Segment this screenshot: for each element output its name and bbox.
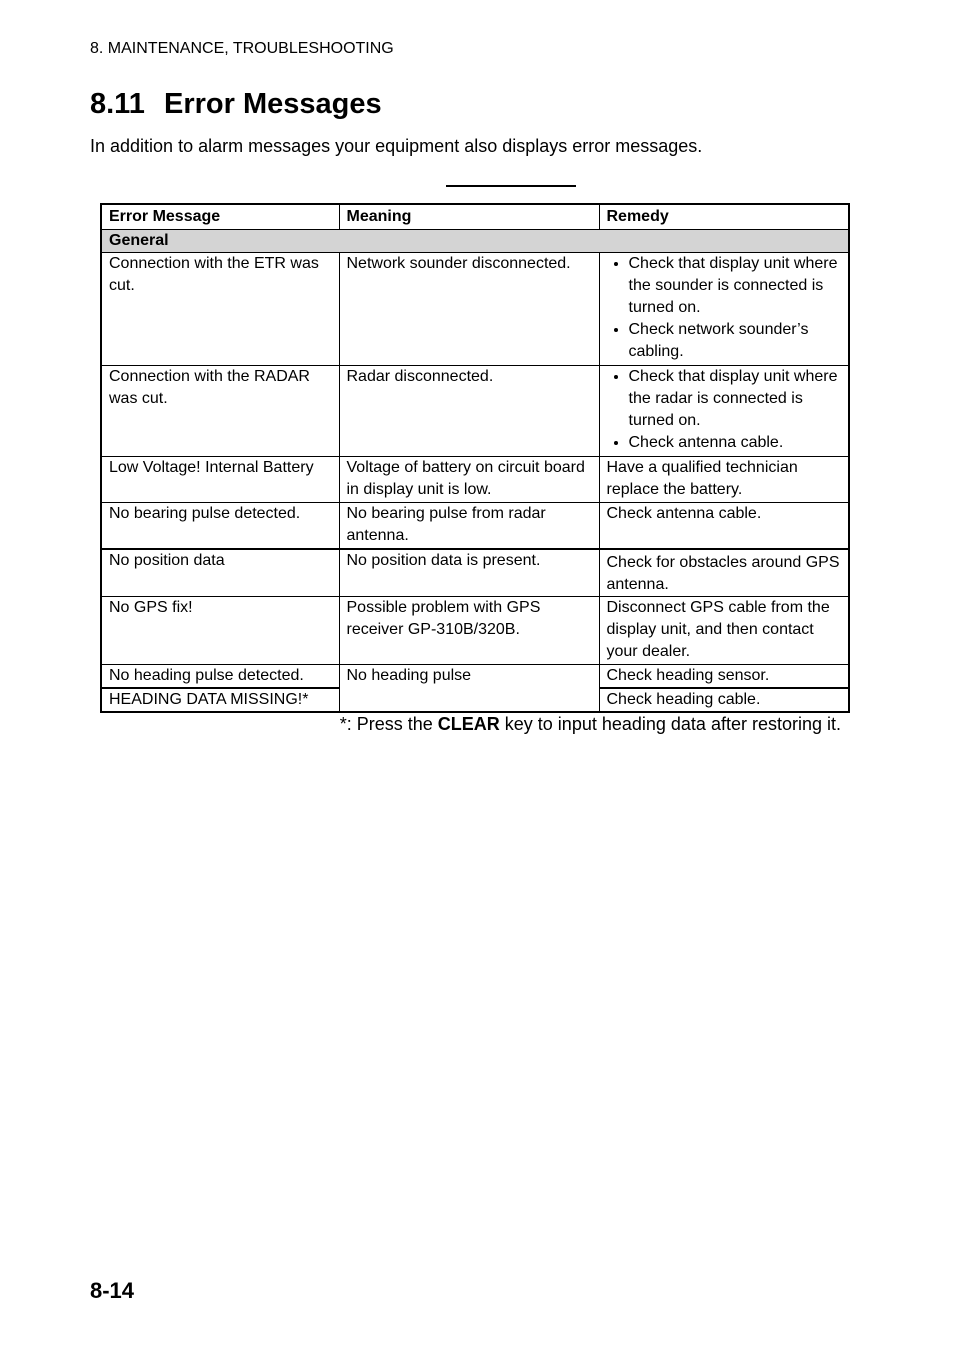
- table-header-row: [101, 204, 849, 230]
- section-number: 8.11: [90, 88, 145, 120]
- remedy-cell: Check antenna cable.: [599, 503, 849, 549]
- remedy-cell: Disconnect GPS cable from the display unit, and then contact your dealer.: [599, 596, 849, 664]
- error-message-cell: No GPS fix!: [101, 596, 339, 664]
- remedy-bullet: • Check that display unit where the sounder is connected is turned on.: [629, 253, 842, 319]
- table-row: [101, 503, 849, 549]
- error-message-cell: Connection with the RADAR was cut.: [101, 366, 339, 457]
- error-message-cell: No position data: [101, 549, 339, 597]
- error-message-cell: HEADING DATA MISSING!*: [101, 688, 339, 712]
- meaning-cell: No heading pulse: [339, 664, 599, 712]
- running-head: 8. MAINTENANCE, TROUBLESHOOTING: [90, 40, 394, 57]
- divider-rule: [446, 185, 576, 187]
- error-message-cell: Connection with the ETR was cut.: [101, 253, 339, 366]
- meaning-cell: Radar disconnected.: [339, 366, 599, 457]
- meaning-cell: No bearing pulse from radar antenna.: [339, 503, 599, 549]
- remedy-cell: [599, 366, 849, 457]
- table-row: [101, 457, 849, 503]
- group-row: [101, 230, 849, 253]
- remedy-cell: Check for obstacles around GPS antenna.: [599, 549, 849, 597]
- meaning-cell: No position data is present.: [339, 549, 599, 597]
- error-messages-table: [100, 203, 850, 713]
- meaning-cell: Voltage of battery on circuit board in display unit is low.: [339, 457, 599, 503]
- table-row: [101, 253, 849, 366]
- table-row: [101, 596, 849, 664]
- section-title-text: Error Messages: [164, 88, 382, 120]
- header-error-message: Error Message: [101, 204, 339, 230]
- table-footnote: [340, 714, 841, 735]
- table-row: [101, 549, 849, 597]
- remedy-bullet: • Check network sounder’s cabling.: [629, 319, 842, 363]
- remedy-cell: Check heading sensor.: [599, 664, 849, 688]
- group-label: General: [101, 230, 849, 253]
- meaning-cell: Possible problem with GPS receiver GP-310B/320B.: [339, 596, 599, 664]
- header-meaning: Meaning: [339, 204, 599, 230]
- table-row: [101, 366, 849, 457]
- footnote-prefix: *: Press the: [339, 714, 438, 734]
- error-message-cell: No heading pulse detected.: [101, 664, 339, 688]
- remedy-cell: Check heading cable.: [599, 688, 849, 712]
- section-title: [90, 88, 382, 121]
- footnote-suffix: key to input heading data after restoring it.: [499, 714, 841, 734]
- page-number: 8-14: [90, 1278, 135, 1303]
- remedy-bullet: • Check that display unit where the radar is connected is turned on.: [629, 366, 842, 432]
- table-row: [101, 664, 849, 688]
- header-remedy: Remedy: [599, 204, 849, 230]
- remedy-cell: Have a qualified technician replace the battery.: [599, 457, 849, 503]
- footnote-key: CLEAR: [437, 714, 500, 734]
- error-message-cell: No bearing pulse detected.: [101, 503, 339, 549]
- error-message-cell: Low Voltage! Internal Battery: [101, 457, 339, 503]
- remedy-cell: [599, 253, 849, 366]
- meaning-cell: Network sounder disconnected.: [339, 253, 599, 366]
- remedy-bullet: • Check antenna cable.: [629, 432, 842, 454]
- intro-paragraph: In addition to alarm messages your equipment also displays error messages.: [90, 136, 703, 156]
